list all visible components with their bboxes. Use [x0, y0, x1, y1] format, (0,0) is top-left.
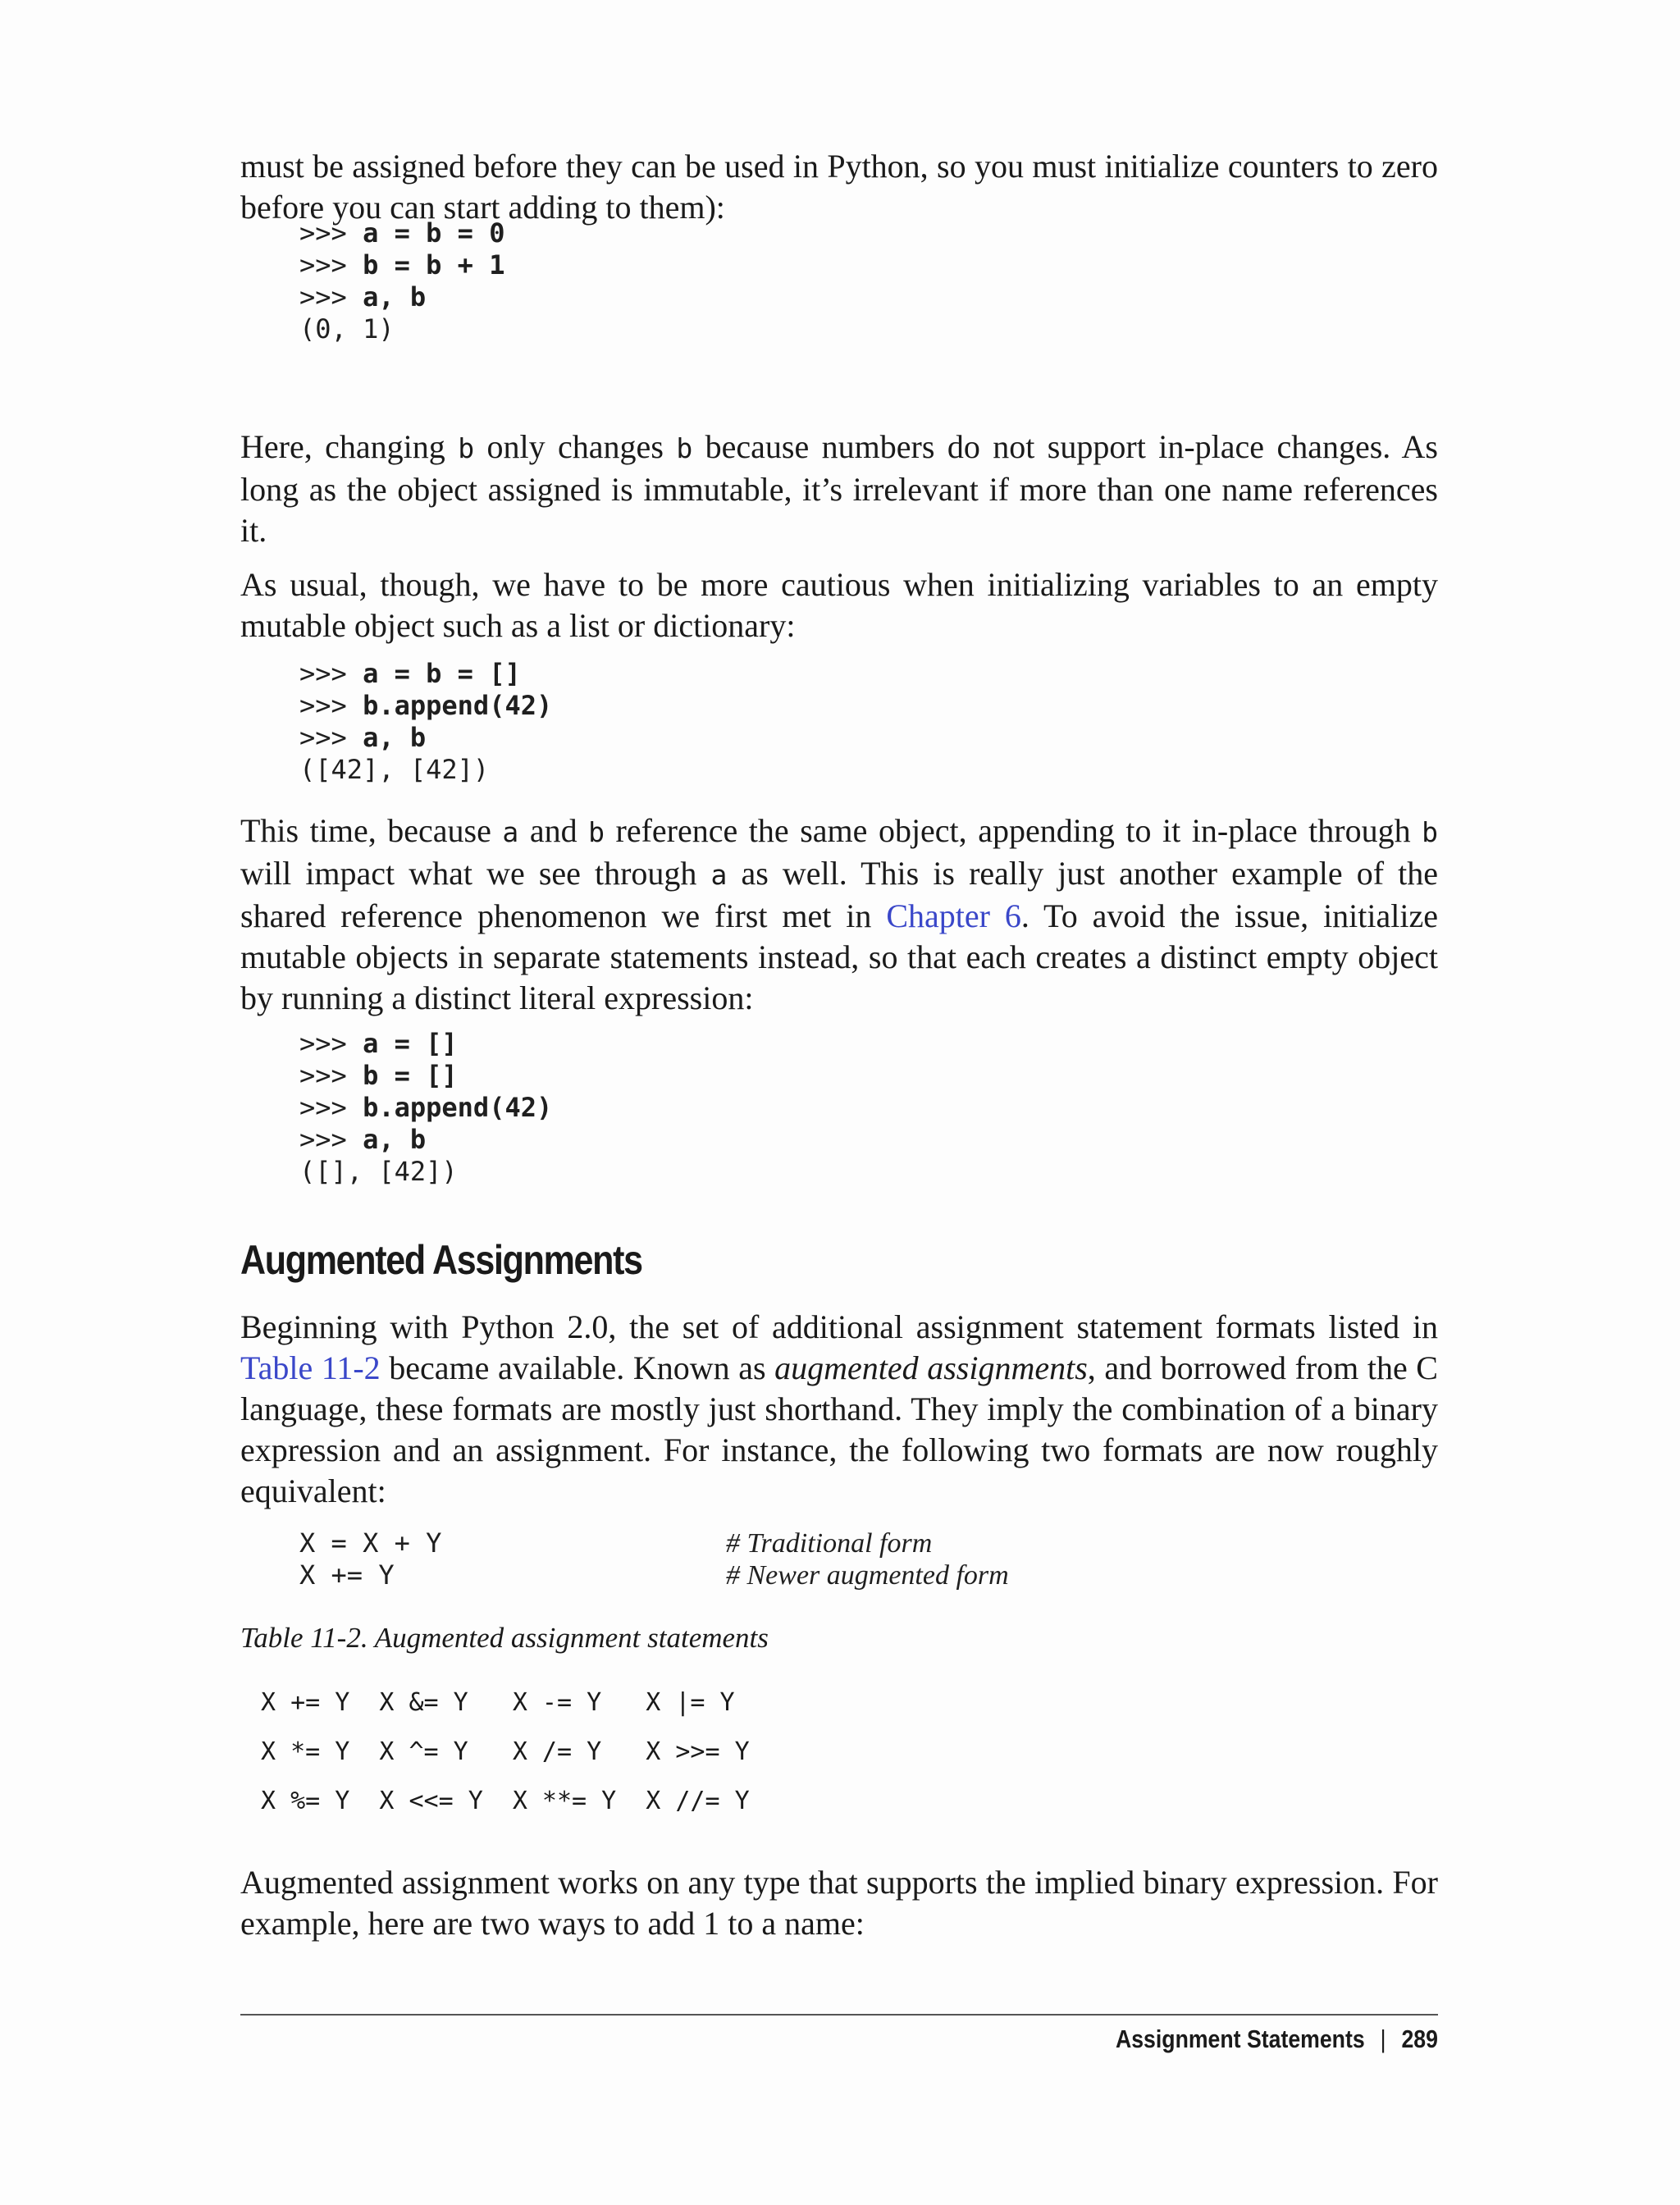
table-cell: X += Y — [261, 1687, 350, 1717]
page-footer — [1116, 2025, 1438, 2054]
section-heading: Augmented Assignments — [240, 1237, 642, 1283]
table-cell: X %= Y — [261, 1786, 350, 1815]
augmented-assignment-table — [246, 1678, 765, 1825]
table-cell: X **= Y — [512, 1786, 617, 1815]
paragraph-shared-reference: This time, because a and b reference the same object, appending to it in-place through b will impact what we see through a as well. This is really just another example of the shared reference phenomenon we first met in Chapter 6. To avoid the issue, initialize mutable objects in separate statements instead, so that each creates a distinct empty object by running a distinct literal expression: — [240, 812, 1439, 1016]
code-block-1: >>> a = b = 0 >>> b = b + 1 >>> a, b (0, 1) — [299, 217, 505, 345]
table-cell: X -= Y — [512, 1687, 602, 1717]
code-block-3: >>> a = [] >>> b = [] >>> b.append(42) >>> a, b ([], [42]) — [299, 1028, 553, 1187]
table-row — [246, 1776, 765, 1825]
footer-rule — [240, 2014, 1438, 2016]
table-cell: X *= Y — [261, 1737, 350, 1766]
footer-separator: | — [1380, 2025, 1386, 2053]
table-cell: X //= Y — [646, 1786, 750, 1815]
paragraph-mutable: As usual, though, we have to be more cautious when initializing variables to an empty mutable object such as a list or dictionary: — [240, 566, 1438, 644]
page-number: 289 — [1401, 2025, 1438, 2053]
table-cell: X /= Y — [512, 1737, 602, 1766]
table-cell: X >>= Y — [646, 1737, 750, 1766]
paragraph-intro: must be assigned before they can be used in Python, so you must initialize counters to zero before you can start adding to them): — [240, 148, 1438, 226]
table-cell: X |= Y — [646, 1687, 735, 1717]
table-cell: X &= Y — [379, 1687, 468, 1717]
table-row — [246, 1678, 765, 1727]
table-cell: X ^= Y — [379, 1737, 468, 1766]
paragraph-augmented-types: Augmented assignment works on any type that supports the implied binary expression. For example, here are two ways to add 1 to a name: — [240, 1864, 1438, 1942]
paragraph-immutable: Here, changing b only changes b because numbers do not support in-place changes. As long as the object assigned is immutable, it’s irrelevant if more than one name references it. — [240, 428, 1438, 549]
chapter-6-link[interactable]: Chapter 6 — [886, 897, 1021, 934]
table-11-2-link[interactable]: Table 11-2 — [240, 1349, 381, 1386]
paragraph-augmented-intro: Beginning with Python 2.0, the set of additional assignment statement formats listed in Table 11-2 became available. Known as augmented assignments, and borrowed from the C language, these formats are mostly just shorthand. They imply the combination of a binary expression and an assignment. For instance, the following two formats are now roughly equivalent: — [240, 1308, 1438, 1509]
running-footer-title: Assignment Statements — [1116, 2025, 1365, 2053]
code-block-2: >>> a = b = [] >>> b.append(42) >>> a, b ([42], [42]) — [299, 658, 553, 785]
table-caption: Table 11-2. Augmented assignment statements — [240, 1622, 769, 1654]
table-row — [246, 1727, 765, 1776]
code-block-4: X = X + Y # Traditional form X += Y # Newer augmented form — [299, 1527, 1009, 1591]
table-cell: X <<= Y — [379, 1786, 483, 1815]
